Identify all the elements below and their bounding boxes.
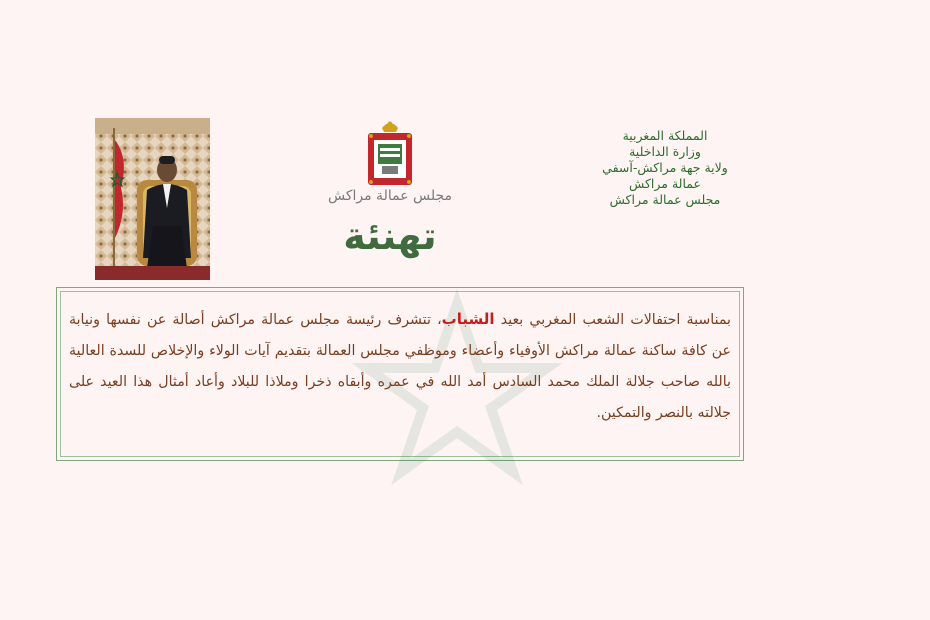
message-opening: بمناسبة احتفالات الشعب المغربي بعيد <box>494 312 732 328</box>
congratulations-title: تهنئة <box>343 214 437 258</box>
header-council: مجلس عمالة مراكش <box>609 192 721 207</box>
message-highlight: الشباب <box>441 310 495 328</box>
royal-portrait <box>95 118 210 280</box>
royal-portrait-image <box>95 118 210 280</box>
message-text <box>69 304 731 429</box>
message-body: ، تتشرف رئيسة مجلس عمالة مراكش أصالة عن نفسها ونيابة عن كافة ساكنة عمالة مراكش الأوفياء وأعضاء وموظفي مجلس العمالة بتقديم آيات الولاء والإخلاص للسدة العالية بالله صاحب جلالة الملك محمد السادس أمد الله في عمره وأبقاه ذخرا وملاذا للبلاد وأعاد أمثال هذا العيد على جلالته بالنصر والتمكين. <box>69 312 731 421</box>
message-frame <box>56 287 744 461</box>
header-prefecture: عمالة مراكش <box>629 176 701 191</box>
institution-header <box>580 128 750 208</box>
council-name: مجلس عمالة مراكش <box>327 188 453 204</box>
header-wilaya: ولاية جهة مراكش-آسفي <box>602 160 728 175</box>
header-kingdom: المملكة المغربية <box>622 128 708 143</box>
header-ministry: وزارة الداخلية <box>629 144 701 159</box>
council-emblem <box>364 118 416 190</box>
